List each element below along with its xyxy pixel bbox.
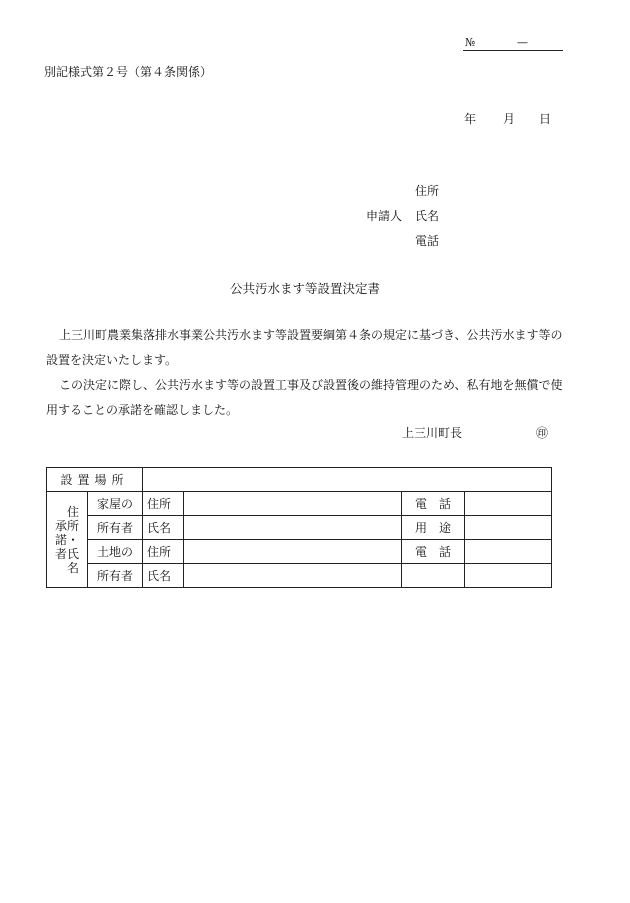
consenter-char: ・ xyxy=(67,532,80,547)
consenter-label-col2 xyxy=(67,505,79,575)
body-paragraph-2: この決定に際し、公共汚水ます等の設置工事及び設置後の維持管理のため、私有地を無償で使用することの承諾を確認しました。 xyxy=(46,378,563,417)
date-year-label: 年 xyxy=(464,112,477,126)
land-address-label: 住所 xyxy=(143,540,184,564)
number-label: № xyxy=(465,36,476,49)
house-address-value xyxy=(184,492,402,516)
consenter-char: 者 xyxy=(54,546,67,561)
number-separator: — xyxy=(517,36,528,49)
house-owner-label-line2: 所有者 xyxy=(88,516,143,540)
date-month-label: 月 xyxy=(503,112,516,126)
consenter-char: 名 xyxy=(67,560,80,575)
form-reference: 別記様式第２号（第４条関係） xyxy=(44,65,213,79)
applicant-name-label: 氏名 xyxy=(415,209,440,223)
land-blank-label xyxy=(402,564,465,588)
land-owner-label-line2: 所有者 xyxy=(88,564,143,588)
applicant-address-label: 住所 xyxy=(415,184,440,198)
document-number-field xyxy=(463,36,563,51)
installation-place-label: 設置場所 xyxy=(47,468,143,492)
installation-table xyxy=(46,467,552,588)
applicant-tel-label: 電話 xyxy=(415,234,440,248)
table-row xyxy=(47,564,552,588)
table-row xyxy=(47,540,552,564)
land-name-label: 氏名 xyxy=(143,564,184,588)
house-tel-value xyxy=(465,492,552,516)
house-name-value xyxy=(184,516,402,540)
consenter-label xyxy=(47,492,88,588)
house-use-value xyxy=(465,516,552,540)
house-name-label: 氏名 xyxy=(143,516,184,540)
consenter-char: 住 xyxy=(67,504,80,519)
table-row xyxy=(47,492,552,516)
consenter-label-col1 xyxy=(55,519,67,561)
consenter-char: 諾 xyxy=(54,532,67,547)
consenter-char: 承 xyxy=(54,518,67,533)
document-title: 公共汚水ます等設置決定書 xyxy=(230,281,381,296)
house-tel-label: 電 話 xyxy=(402,492,465,516)
date-day-label: 日 xyxy=(539,112,552,126)
house-owner-label-line1: 家屋の xyxy=(88,492,143,516)
land-blank-value xyxy=(465,564,552,588)
house-use-label: 用 途 xyxy=(402,516,465,540)
consenter-char: 所 xyxy=(67,518,80,533)
seal-mark: ㊞ xyxy=(536,426,549,440)
consenter-char: 氏 xyxy=(67,546,80,561)
land-tel-label: 電 話 xyxy=(402,540,465,564)
issuer-name: 上三川町長 xyxy=(402,426,463,440)
installation-place-value xyxy=(143,468,552,492)
house-address-label: 住所 xyxy=(143,492,184,516)
land-owner-label-line1: 土地の xyxy=(88,540,143,564)
body-paragraph-1: 上三川町農業集落排水事業公共汚水ます等設置要綱第４条の規定に基づき、公共汚水ます等の設置を決定いたします。 xyxy=(46,328,563,367)
land-address-value xyxy=(184,540,402,564)
table-row xyxy=(47,468,552,492)
table-row xyxy=(47,516,552,540)
land-name-value xyxy=(184,564,402,588)
land-tel-value xyxy=(465,540,552,564)
applicant-title: 申請人 xyxy=(366,209,403,223)
